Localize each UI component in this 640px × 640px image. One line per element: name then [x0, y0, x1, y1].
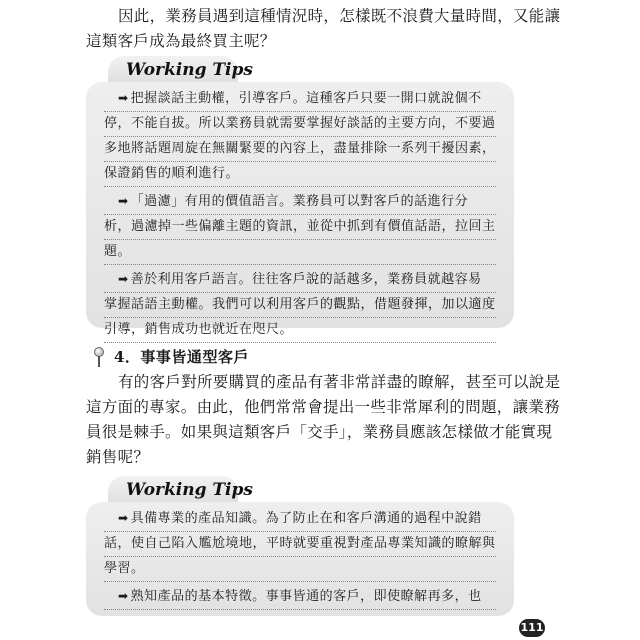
section-heading	[92, 346, 249, 367]
body-line: 員很是棘手。如果與這類客戶「交手」，業務員應該怎樣做才能實現	[86, 423, 553, 441]
tip-line: 引導，銷售成功也就近在咫尺。	[104, 318, 496, 343]
arrow-right-icon: ➡	[118, 511, 129, 525]
tip-line: 話，使自己陷入尷尬境地，平時就要重視對產品專業知識的瞭解與	[104, 532, 496, 557]
tip-line: ➡ 熟知產品的基本特徵。事事皆通的客戶，即使瞭解再多，也	[104, 584, 496, 610]
page-number: 111	[519, 619, 545, 637]
tip-line: 析，過濾掉一些偏離主題的資訊，並從中抓到有價值話語，拉回主	[104, 215, 496, 240]
tip-item	[104, 267, 496, 343]
intro-line: 這類客戶成為最終買主呢？	[86, 32, 276, 50]
tip-line: 掌握話語主動權。我們可以利用客戶的觀點，借題發揮，加以適度	[104, 293, 496, 318]
tip-line: 多地將話題周旋在無關緊要的內容上，盡量排除一系列干擾因素，	[104, 137, 496, 162]
pushpin-icon	[92, 347, 106, 367]
tips-content	[86, 502, 514, 616]
arrow-right-icon: ➡	[118, 194, 129, 208]
body-line: 有的客戶對所要購買的產品有著非常詳盡的瞭解，甚至可以說是	[118, 373, 561, 391]
working-tips-box-2	[86, 476, 514, 616]
tip-line: 停，不能自拔。所以業務員就需要掌握好談話的主要方向，不要過	[104, 112, 496, 137]
tip-line: 保證銷售的順利進行。	[104, 162, 496, 187]
arrow-right-icon: ➡	[118, 91, 129, 105]
body-paragraph	[86, 370, 561, 470]
tip-line: ➡ 把握談話主動權，引導客戶。這種客戶只要一開口就說個不	[104, 86, 496, 112]
arrow-right-icon: ➡	[118, 272, 129, 286]
tip-line: 學習。	[104, 557, 496, 582]
intro-line: 因此，業務員遇到這種情況時，怎樣既不浪費大量時間，又能讓	[118, 7, 561, 25]
tips-title: Working Tips	[126, 480, 253, 500]
tip-item	[104, 506, 496, 582]
tip-item	[104, 86, 496, 187]
tip-line: ➡ 具備專業的產品知識。為了防止在和客戶溝通的過程中說錯	[104, 506, 496, 532]
tip-item	[104, 584, 496, 610]
body-line: 銷售呢？	[86, 448, 150, 466]
tips-title: Working Tips	[126, 60, 253, 80]
section-title: 4．事事皆通型客戶	[114, 348, 249, 366]
tip-line: 題。	[104, 240, 496, 265]
tips-content	[86, 82, 514, 337]
tip-line: ➡ 「過濾」有用的價值語言。業務員可以對客戶的話進行分	[104, 189, 496, 215]
arrow-right-icon: ➡	[118, 589, 129, 603]
intro-paragraph	[86, 4, 561, 54]
tip-line: ➡ 善於利用客戶語言。往往客戶說的話越多，業務員就越容易	[104, 267, 496, 293]
tip-item	[104, 189, 496, 265]
body-line: 這方面的專家。由此，他們常常會提出一些非常犀利的問題，讓業務	[86, 398, 561, 416]
working-tips-box-1	[86, 56, 514, 337]
